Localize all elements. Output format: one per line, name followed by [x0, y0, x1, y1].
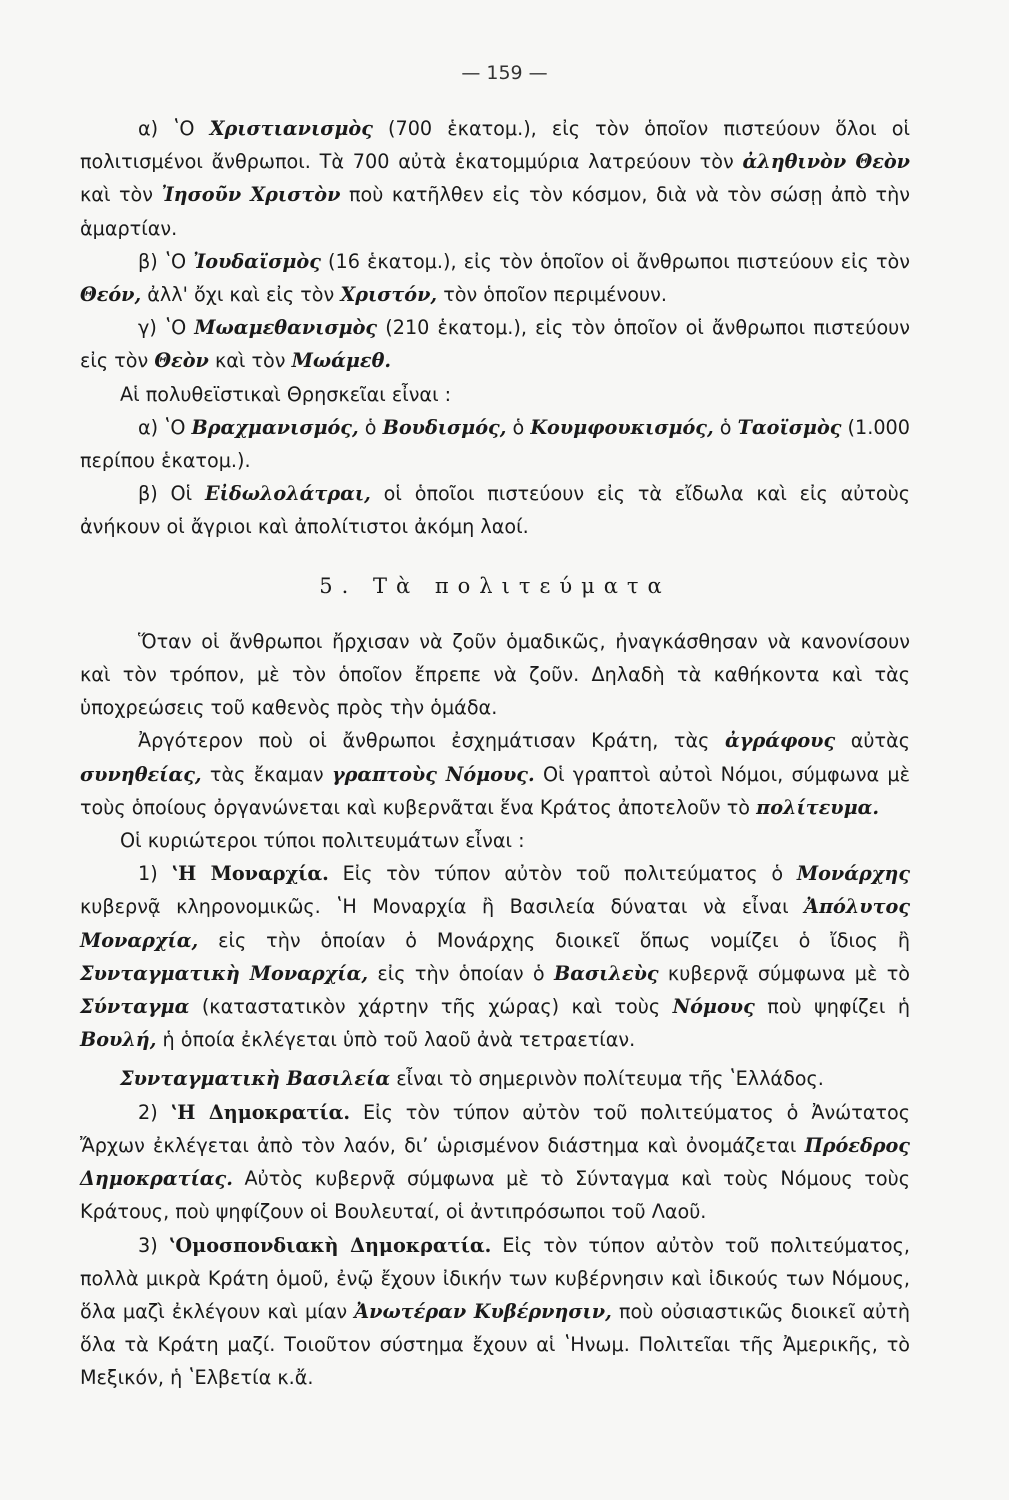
paragraph-monarchy: 1) ʽΗ Μοναρχία. Εἰς τὸν τύπον αὐτὸν τοῦ πολιτεύματος ὁ Μονάρχης κυβερνᾷ κληρονομικῶς. ʽΗ Μοναρχία ἢ Βασιλεία δύναται νὰ εἶναι Ἀπόλυτος Μοναρχία, εἰς τὴν ὁποίαν ὁ Μονάρχης διοικεῖ ὅπως νομίζει ὁ ἴδιος ἢ Συνταγματικὴ Μοναρχία, εἰς τὴν ὁποίαν ὁ Βασιλεὺς κυβερνᾷ σύμφωνα μὲ τὸ Σύνταγμα (καταστατικὸν χάρτην τῆς χώρας) καὶ τοὺς Νόμους ποὺ ψηφίζει ἡ Βουλή, ἡ ὁποία ἐκλέγεται ὑπὸ τοῦ λαοῦ ἀνὰ τετραετίαν.: [80, 862, 911, 1052]
paragraph-greek-regime: Συνταγματικὴ Βασιλεία εἶναι τὸ σημερινὸν πολίτευμα τῆς ʽΕλλάδος.: [120, 1067, 824, 1091]
paragraph-democracy: 2) ʽΗ Δημοκρατία. Εἰς τὸν τύπον αὐτὸν τοῦ πολιτεύματος ὁ Ἀνώτατος Ἄρχων ἐκλέγεται ἀπὸ τὸν λαόν, διʼ ὡρισμένον διάστημα καὶ ὀνομάζεται Πρόεδρος Δημοκρατίας. Αὐτὸς κυβερνᾷ σύμφωνα μὲ τὸ Σύνταγμα καὶ τοὺς Νόμους τοὺς Κράτους, ποὺ ψηφίζουν οἱ Βουλευταί, οἱ ἀντιπρόσωποι τοῦ Λαοῦ.: [80, 1100, 910, 1224]
paragraph-polytheistic-intro: Αἱ πολυθεϊστικαὶ Θρησκεῖαι εἶναι :: [120, 382, 452, 406]
paragraph-christianity: α) ʽΟ Χριστιανισμὸς (700 ἑκατομ.), εἰς τὸν ὁποῖον πιστεύουν ὅλοι οἱ πολιτισμένοι ἄνθρωποι. Τὰ 700 αὐτὰ ἑκατομμύρια λατρεύουν τὸν ἀληθινὸν Θεὸν καὶ τὸν Ἰησοῦν Χριστὸν ποὺ κατῆλθεν εἰς τὸν κόσμον, διὰ νὰ τὸν σώσῃ ἀπὸ τὴν ἁμαρτίαν.: [80, 117, 910, 240]
section-heading: 5. Τὰ πολιτεύματα: [319, 573, 671, 598]
paragraph-federal-democracy: 3) ʽΟμοσπονδιακὴ Δημοκρατία. Εἰς τὸν τύπον αὐτὸν τοῦ πολιτεύματος, πολλὰ μικρὰ Κράτη ὁμοῦ, ἐνῷ ἔχουν ἰδικήν των κυβέρνησιν καὶ ἰδικούς των Νόμους, ὅλα μαζὶ ἐκλέγουν καὶ μίαν Ἀνωτέραν Κυβέρνησιν, ποὺ οὐσιαστικῶς διοικεῖ αὐτὴ ὅλα τὰ Κράτη μαζί. Τοιοῦτον σύστημα ἔχουν αἱ ʽΗνωμ. Πολιτεῖαι τῆς Ἀμερικῆς, τὸ Μεξικόν, ἡ ʽΕλβετία κ.ἄ.: [80, 1233, 911, 1390]
paragraph-written-laws: Ἀργότερον ποὺ οἱ ἄνθρωποι ἐσχημάτισαν Κράτη, τὰς ἀγράφους αὐτὰς συνηθείας, τὰς ἔκαμαν γραπτοὺς Νόμους. Οἱ γραπτοὶ αὐτοὶ Νόμοι, σύμφωνα μὲ τοὺς ὁποίους ὀργανώνεται καὶ κυβερνᾶται ἕνα Κράτος ἀποτελοῦν τὸ πολίτευμα.: [80, 729, 910, 819]
paragraph-eastern-religions: α) ʽΟ Βραχμανισμός, ὁ Βουδισμός, ὁ Κουμφουκισμός, ὁ Ταοϊσμὸς (1.000 περίπου ἑκατομ.).: [80, 415, 910, 473]
paragraph-group-life: Ὅταν οἱ ἄνθρωποι ἤρχισαν νὰ ζοῦν ὁμαδικῶς, ἠναγκάσθησαν νὰ κανονίσουν καὶ τὸν τρόπον, μὲ τὸν ὁποῖον ἔπρεπε νὰ ζοῦν. Δηλαδὴ τὰ καθήκοντα καὶ τὰς ὑποχρεώσεις τοῦ καθενὸς πρὸς τὴν ὁμάδα.: [80, 629, 910, 720]
paragraph-islam: γ) ʽΟ Μωαμεθανισμὸς (210 ἑκατομ.), εἰς τὸν ὁποῖον οἱ ἄνθρωποι πιστεύουν εἰς τὸν Θεὸν καὶ τὸν Μωάμεθ.: [80, 316, 910, 373]
page-number: — 159 —: [461, 62, 548, 84]
page-body: [80, 112, 910, 1395]
paragraph-idolaters: β) Οἱ Εἰδωλολάτραι, οἱ ὁποῖοι πιστεύουν εἰς τὰ εἴδωλα καὶ εἰς αὐτοὺς ἀνήκουν οἱ ἄγριοι καὶ ἀπολίτιστοι ἀκόμη λαοί.: [80, 482, 910, 539]
paragraph-types-intro: Οἱ κυριώτεροι τύποι πολιτευμάτων εἶναι :: [120, 829, 525, 853]
paragraph-judaism: β) ʽΟ Ἰουδαϊσμὸς (16 ἑκατομ.), εἰς τὸν ὁποῖον οἱ ἄνθρωποι πιστεύουν εἰς τὸν Θεόν, ἀλλ' ὄχι καὶ εἰς τὸν Χριστόν, τὸν ὁποῖον περιμένουν.: [80, 249, 911, 307]
